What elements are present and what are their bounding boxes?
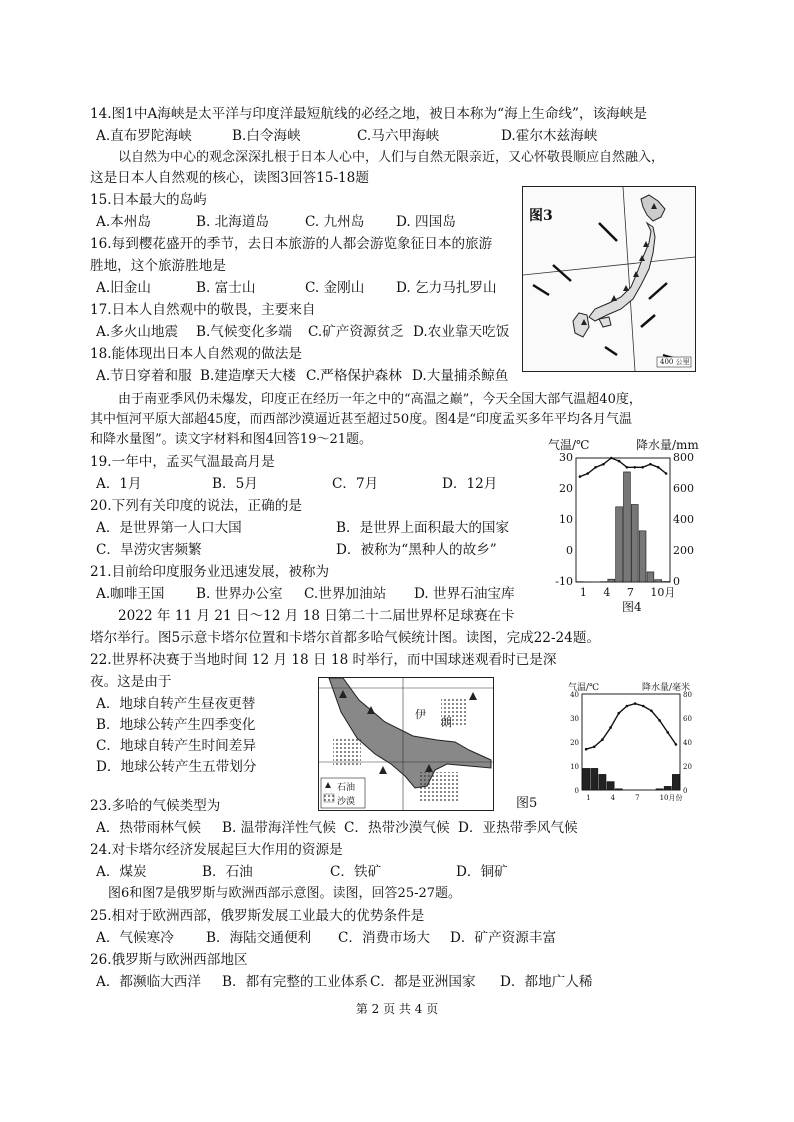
intro-22-24-line2: 塔尔举行。图5示意卡塔尔位置和卡塔尔首都多哈气候统计图。读图，完成22-24题。: [90, 630, 601, 646]
fig5-temp-line: [586, 704, 676, 750]
fig5-temp-point: [585, 748, 588, 751]
fig5-precip-bar: [672, 774, 679, 790]
figure-3-label: 图3: [529, 208, 553, 224]
q24-option-b[interactable]: B．石油: [202, 864, 253, 880]
fig5-temp-tick-label: 10: [570, 763, 579, 771]
q26-stem: 26.俄罗斯与欧洲西部地区: [90, 952, 248, 968]
fig5-temp-point: [650, 710, 653, 713]
q21-option-d[interactable]: D. 世界石油宝库: [414, 586, 515, 602]
fig4-precip-bar: [631, 505, 638, 583]
q20-stem: 20.下列有关印度的说法，正确的是: [90, 498, 302, 514]
fig5-temp-point: [601, 738, 604, 741]
q26-option-b[interactable]: B．都有完整的工业体系: [222, 974, 368, 990]
fig5-temp-point: [642, 705, 645, 708]
fig5-sea-label: 伊: [415, 708, 426, 721]
fig5-precip-tick-label: 0: [683, 787, 688, 795]
q26-option-d[interactable]: D．都地广人稀: [500, 974, 593, 990]
q19-option-d[interactable]: D．12月: [442, 476, 498, 492]
q18-option-a[interactable]: A.节日穿着和服: [96, 368, 192, 384]
fig5-temp-point: [666, 731, 669, 734]
figure-3-scale-legend: 400 公里: [660, 358, 690, 366]
fig5-temp-point: [634, 702, 637, 705]
fig4-temp-point: [641, 466, 644, 469]
fig4-precip-bar: [608, 579, 615, 582]
fig5-temp-point: [609, 726, 612, 729]
fig4-temp-tick-label: 10: [559, 513, 573, 526]
q17-option-c[interactable]: C.矿产资源贫乏: [308, 324, 404, 340]
fig5-temp-point: [617, 712, 620, 715]
q17-option-a[interactable]: A.多火山地震: [96, 324, 179, 340]
fig4-month-tick-label: 10月: [650, 586, 676, 599]
fig5-precip-bar: [599, 774, 606, 790]
q25-option-d[interactable]: D．矿产资源丰富: [450, 930, 557, 946]
figure-5-doha-climate-chart: [568, 680, 718, 805]
q22-option-a[interactable]: A．地球自转产生昼夜更替: [96, 696, 256, 712]
q24-stem: 24.对卡塔尔经济发展起巨大作用的资源是: [90, 842, 343, 858]
fig4-precip-tick-label: 400: [673, 513, 694, 526]
q18-option-d[interactable]: D.大量捕杀鲸鱼: [412, 368, 509, 384]
q15-option-c[interactable]: C. 九州岛: [305, 214, 365, 230]
fig5-temp-point: [675, 743, 678, 746]
fig4-precip-bar: [647, 572, 654, 582]
q24-option-a[interactable]: A．煤炭: [96, 864, 147, 880]
fig5-precip-tick-label: 40: [683, 739, 692, 747]
fig4-temp-point: [594, 466, 597, 469]
fig4-temp-point: [665, 472, 668, 475]
fig4-temp-axis-title: 气温/℃: [548, 438, 590, 452]
q24-option-c[interactable]: C．铁矿: [330, 864, 382, 880]
q16-option-c[interactable]: C. 金刚山: [305, 280, 365, 296]
q25-option-a[interactable]: A．气候寒冷: [96, 930, 174, 946]
fig5-legend-oil: 石油: [337, 783, 356, 793]
q17-option-d[interactable]: D.农业靠天吃饭: [413, 324, 510, 340]
fig4-precip-bar: [616, 507, 623, 582]
fig5-precip-tick-label: 20: [683, 763, 692, 771]
q22-stem-line1: 22.世界杯决赛于当地时间 12 月 18 日 18 时举行，而中国球迷观看时已是深: [90, 652, 557, 668]
fig4-month-tick-label: 4: [603, 586, 611, 599]
q15-option-a[interactable]: A.本州岛: [96, 214, 151, 230]
q21-option-a[interactable]: A.咖啡王国: [96, 586, 165, 602]
fig5-temp-tick-label: 40: [570, 691, 579, 699]
q21-stem: 21.目前给印度服务业迅速发展，被称为: [90, 564, 330, 580]
q22-stem-line2: 夜。这是由于: [90, 674, 172, 690]
q25-option-c[interactable]: C．消费市场大: [338, 930, 430, 946]
intro-19-21-line1: 由于南亚季风仍未爆发，印度正在经历一年之中的“高温之巅”，今天全国大部气温超40度，: [118, 392, 642, 407]
q22-option-b[interactable]: B．地球公转产生四季变化: [96, 717, 256, 733]
fig4-month-tick-label: 7: [626, 586, 634, 599]
fig5-precip-bar: [656, 789, 663, 790]
fig4-precip-bar: [639, 531, 646, 582]
q21-option-c[interactable]: C.世界加油站: [304, 586, 387, 602]
q15-option-b[interactable]: B. 北海道岛: [196, 214, 270, 230]
fig4-temp-line: [580, 458, 666, 477]
q19-option-b[interactable]: B．5月: [212, 476, 258, 492]
fig5-month-tick-label: 4: [610, 794, 616, 802]
fig5-temp-axis-title: 气温/℃: [568, 683, 600, 693]
q19-option-c[interactable]: C．7月: [332, 476, 379, 492]
fig4-temp-point: [633, 466, 636, 469]
q26-option-c[interactable]: C．都是亚洲国家: [370, 974, 476, 990]
q18-stem: 18.能体现出日本人自然观的做法是: [90, 346, 302, 362]
q20-option-c[interactable]: C．旱涝灾害频繁: [96, 542, 202, 558]
q21-option-b[interactable]: B. 世界办公室: [196, 586, 283, 602]
q20-option-a[interactable]: A．是世界第一人口大国: [96, 520, 242, 536]
fig5-temp-tick-label: 0: [574, 787, 579, 795]
q26-option-a[interactable]: A．都濒临大西洋: [96, 974, 201, 990]
fig4-precip-tick-label: 600: [673, 482, 694, 495]
q14-option-d[interactable]: D.霍尔木兹海峡: [501, 128, 598, 144]
intro-25-27: 图6和图7是俄罗斯与欧洲西部示意图。读图，回答25-27题。: [108, 886, 462, 901]
q23-option-c[interactable]: C．热带沙漠气候: [344, 820, 450, 836]
q14-option-a[interactable]: A.直布罗陀海峡: [96, 128, 192, 144]
q20-option-b[interactable]: B．是世界上面积最大的国家: [336, 520, 510, 536]
fig4-chart-svg: [548, 436, 723, 616]
q22-option-d[interactable]: D．地球公转产生五带划分: [96, 759, 257, 775]
fig4-month-tick-label: 1: [579, 586, 587, 599]
q16-option-d[interactable]: D. 乞力马扎罗山: [396, 280, 497, 296]
q15-option-d[interactable]: D. 四国岛: [396, 214, 456, 230]
fig4-temp-point: [610, 457, 613, 460]
q16-option-a[interactable]: A.旧金山: [96, 280, 151, 296]
fig4-temp-point: [649, 463, 652, 466]
fig5-precip-bar: [583, 768, 590, 790]
figure-5-label: 图5: [516, 796, 538, 811]
fig4-temp-point: [586, 472, 589, 475]
fig5-precip-bar: [591, 768, 598, 790]
fig4-precip-bar: [624, 472, 631, 582]
q25-option-b[interactable]: B．海陆交通便利: [206, 930, 312, 946]
q25-stem: 25.相对于欧洲西部，俄罗斯发展工业最大的优势条件是: [90, 908, 425, 924]
q20-option-d[interactable]: D．被称为“黑种人的故乡”: [336, 542, 497, 558]
fig4-temp-point: [618, 460, 621, 463]
q19-stem: 19.一年中，孟买气温最高月是: [90, 454, 275, 470]
q16-stem-line2: 胜地，这个旅游胜地是: [90, 258, 226, 274]
fig5-sea-label-2: 朗: [441, 716, 452, 729]
fig4-temp-point: [626, 466, 629, 469]
fig4-precip-axis-title: 降水量/mm: [636, 438, 699, 452]
fig5-chart-svg: [568, 680, 718, 805]
q18-option-c[interactable]: C.严格保护森林: [306, 368, 402, 384]
q14-option-c[interactable]: C.马六甲海峡: [357, 128, 440, 144]
fig5-precip-axis-title: 降水量/毫米: [642, 683, 691, 693]
fig5-precip-bar: [607, 782, 614, 790]
q17-option-b[interactable]: B.气候变化多端: [196, 324, 292, 340]
fig4-plot-frame: [576, 458, 670, 582]
fig5-precip-tick-label: 60: [683, 715, 692, 723]
intro-19-21-line3: 和降水量图”。读文字材料和图4回答19～21题。: [90, 432, 373, 447]
fig5-temp-point: [593, 746, 596, 749]
page-number: 第 2 页 共 4 页: [355, 1002, 439, 1016]
fig4-precip-bar: [655, 580, 662, 582]
q23-option-b[interactable]: B. 温带海洋性气候: [222, 820, 336, 836]
q14-option-b[interactable]: B.白令海峡: [232, 128, 301, 144]
figure-3-japan-map: [522, 186, 696, 372]
q16-option-b[interactable]: B. 富士山: [196, 280, 256, 296]
fig4-temp-point: [579, 475, 582, 478]
fig4-precip-tick-label: 0: [673, 575, 680, 588]
intro-22-24-line1: 2022 年 11 月 21 日～12 月 18 日第二十二届世界杯足球赛在卡: [118, 608, 515, 624]
fig5-temp-point: [658, 719, 661, 722]
q14-stem: 14.图1中A海峡是太平洋与印度洋最短航线的必经之地，被日本称为“海上生命线”，该海峡是: [90, 106, 647, 122]
q19-option-a[interactable]: A．1月: [96, 476, 142, 492]
q17-stem: 17.日本人自然观中的敬畏，主要来自: [90, 302, 316, 318]
q24-option-d[interactable]: D．铜矿: [456, 864, 508, 880]
fig4-temp-tick-label: -10: [555, 575, 573, 588]
figure-4-label: 图4: [622, 600, 642, 614]
fig4-precip-tick-label: 200: [673, 544, 694, 557]
fig5-precip-tick-label: 80: [683, 691, 692, 699]
q23-option-a[interactable]: A．热带雨林气候: [96, 820, 201, 836]
fig5-month-tick-label: 10月份: [659, 794, 683, 802]
fig5-month-tick-label: 1: [586, 794, 591, 802]
fig5-precip-bar: [664, 786, 671, 790]
intro-19-21-line2: 其中恒河平原大部超45度，而西部沙漠逼近甚至超过50度。图4是“印度孟买多年平均各月气温: [90, 412, 633, 427]
q16-stem-line1: 16.每到樱花盛开的季节，去日本旅游的人都会游览象征日本的旅游: [90, 236, 493, 252]
figure-5-qatar-map: [318, 677, 494, 811]
fig5-temp-tick-label: 20: [570, 739, 579, 747]
fig5-month-tick-label: 7: [635, 794, 640, 802]
q22-option-c[interactable]: C．地球自转产生时间差异: [96, 738, 256, 754]
fig4-temp-tick-label: 0: [566, 544, 573, 557]
q23-stem: 23.多哈的气候类型为: [90, 798, 221, 814]
fig4-precip-tick-label: 800: [673, 451, 694, 464]
intro-15-18-line1: 以自然为中心的观念深深扎根于日本人心中，人们与自然无限亲近，又心怀敬畏顺应自然融入，: [118, 150, 665, 165]
fig4-temp-point: [602, 463, 605, 466]
fig5-legend-desert: 沙漠: [337, 797, 356, 807]
fig4-temp-tick-label: 20: [559, 482, 573, 495]
fig5-temp-tick-label: 30: [570, 715, 579, 723]
q18-option-b[interactable]: B.建造摩天大楼: [200, 368, 296, 384]
q23-option-d[interactable]: D．亚热带季风气候: [458, 820, 578, 836]
fig4-temp-point: [657, 466, 660, 469]
figure-4-mumbai-climate-chart: [548, 436, 723, 616]
fig4-temp-tick-label: 30: [559, 451, 573, 464]
q15-stem: 15.日本最大的岛屿: [90, 192, 207, 208]
fig5-temp-point: [626, 705, 629, 708]
intro-15-18-line2: 这是日本人自然观的核心，读图3回答15-18题: [90, 170, 369, 186]
fig5-precip-bar: [615, 789, 622, 790]
